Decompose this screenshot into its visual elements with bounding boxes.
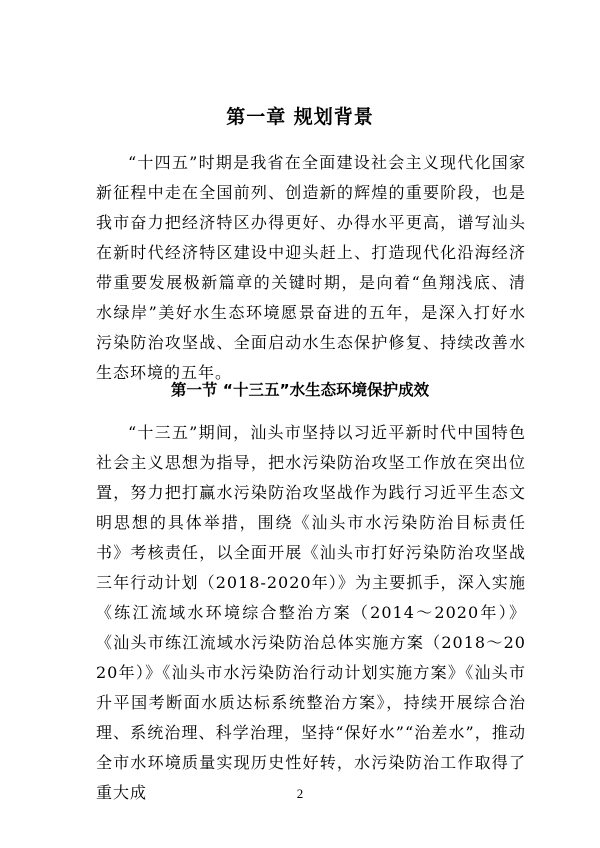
paragraph-achievements: “十三五”期间，汕头市坚持以习近平新时代中国特色社会主义思想为指导，把水污染防治攻坚工作放在突出位置，努力把打赢水污染防治攻坚战作为践行习近平生态文明思想的具体举措，围绕《汕头市水污染防治目标责任书》考核责任，以全面开展《汕头市打好污染防治攻坚战三年行动计划（2018-2020年）》为主要抓手，深入实施《练江流域水环境综合整治方案（2014～2020年）》《汕头市练江流域水污染防治总体实施方案（2018～2020年）》《汕头市水污染防治行动计划实施方案》《汕头市升平国考断面水质达标系统整治方案》，持续开展综合治理、系统治理、科学治理，坚持“保好水”“治差水”，推动全市水环境质量实现历史性好转，水污染防治工作取得了重大成 (96, 423, 526, 802)
page-number: 2 (296, 786, 304, 801)
chapter-title: 第一章 规划背景 (226, 106, 374, 128)
section-title: 第一节 “十三五”水生态环境保护成效 (170, 381, 430, 399)
paragraph-background: “十四五”时期是我省在全面建设社会主义现代化国家新征程中走在全国前列、创造新的辉煌的重要阶段，也是我市奋力把经济特区办得更好、办得水平更高，谱写汕头在新时代经济特区建设中迎头赶上、打造现代化沿海经济带重要发展极新篇章的关键时期，是向着“鱼翔浅底、清水绿岸”美好水生态环境愿景奋进的五年，是深入打好水污染防治攻坚战、全面启动水生态保护修复、持续改善水生态环境的五年。 (96, 153, 526, 382)
